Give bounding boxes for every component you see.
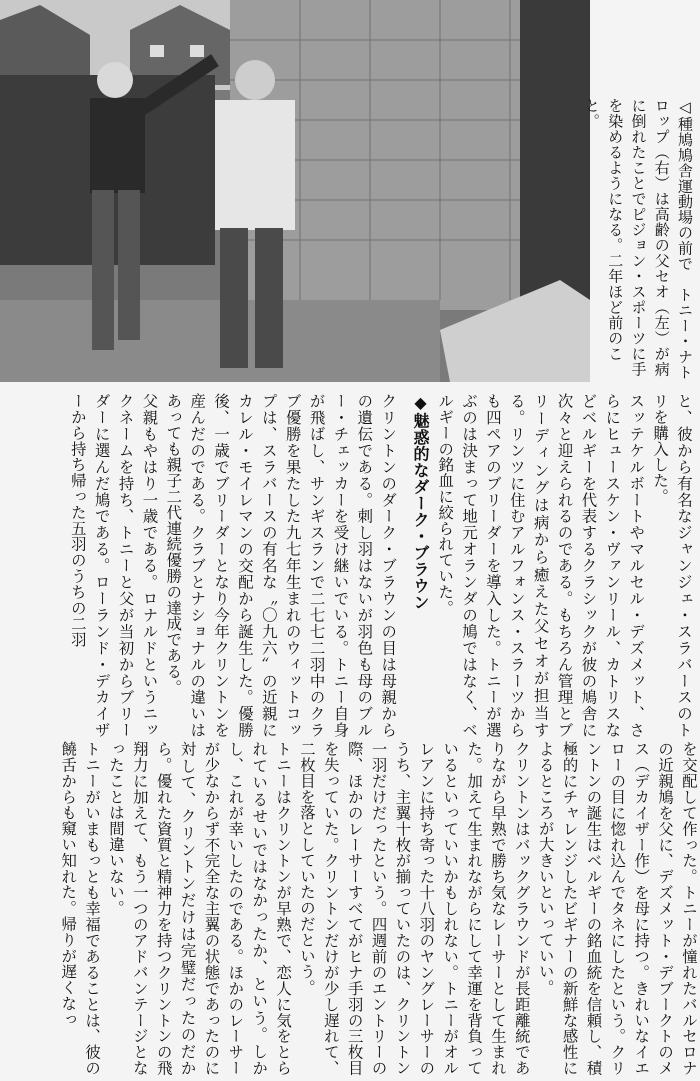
loft-photo <box>0 0 590 382</box>
article-column-left <box>0 741 700 1076</box>
paragraph: トニーがいまもっとも幸福であることは、彼の饒舌からも窺い知れた。帰りが遅くなっ <box>59 741 102 1076</box>
photo-caption: ◁種鳩鳩舎運動場の前で トニー・ナトロップ（右）は高齢の父セオ（左）が病に倒れたことでピジョン・スポーツに手を染めるようになる。二年ほど前のこと。 <box>583 98 694 380</box>
paragraph: クリントンのダーク・ブラウンの目は母親からの遺伝である。刺し羽はないが羽色も母のブルー・チェッカーを受け継いでいる。トニー自身が飛ばし、サンギスランで二七七二羽中のクラブ優勝を果たした九七年生まれのウィットコップは、スラバースの有名な〝〇九六〟の近親にカレル・モイレマンの交配から誕生した。優勝後、一歳でブリーダーとなり今年クリントンを産んだのである。クラブとナショナルの違いはあっても親子二代連続優勝の達成である。 <box>164 393 398 738</box>
photo-icon <box>0 0 590 382</box>
paragraph: スッテケルボートやマルセル・デズメット、さらにヒュースケン・ヴァンリール、カトリスなどベルギーを代表するクラシックが彼の鳩舎に次々と迎えられるのである。もちろん管理とブリーディングは病から癒えた父セオが担当する。リンツに住むアルフォンス・スラーツからも四ペアのブリーダーを導入した。トニーが選ぶのは決まって地元オランダの鳩ではなく、ベルギーの銘血に絞られていた。 <box>436 393 646 738</box>
section-heading: ◆魅惑的なダーク・ブラウン <box>411 393 430 611</box>
paragraph: 父親もやはり一歳である。ロナルドというニックネームを持ち、トニーと父が当初からブリーダーに選んだ鳩である。ローランド・デカイザーから持ち帰った五羽のうちの二羽 <box>68 393 159 738</box>
article-column-middle <box>0 393 440 738</box>
paragraph: を交配して作った。トニーが憧れたバルセロナの近親鳩を父に、デズメット・デブークトのメス（デカイザー作）を母に持つ。きれいなイエローの目に惚れ込んでタネにしたという。クリントンの誕生はベルギーの銘血統を信頼し、積極的にチャレンジしたビギナーの新鮮な感性によるところが大きいといっていい。 <box>536 741 698 1076</box>
paragraph: と、彼から有名なジャンジェ・スラバースのトリを購入した。 <box>651 393 693 738</box>
paragraph: クリントンはバックグラウンドが長距離統でありながら早熟で勝ち気なレーサーとして生まれた。加えて生まれながらにして幸運を背負っているといっていいかもしれない。トニーがオルレアンに持ち寄った十八羽のヤングレーサーのうち、主翼十枚が揃っていたのは、クリントン一羽だけだったという。四週前のエントリーの際、ほかのレーサーすべてがヒナ手羽の三枚目を失っていた。クリントンだけが少し遅れて、二枚目を落としていたのだという。 <box>298 741 531 1076</box>
article-column-right <box>436 393 695 738</box>
paragraph: トニーはクリントンが早熟で、恋人に気をとられているせいではなかったか、という。しかし、これが幸いしたのである。ほかのレーサーが少なからず不完全な主翼の状態であったのに対して、クリントンだけは完璧だったのだから。優れた資質と精神力を持つクリントンの飛翔力に加えて、もう一つのアドバンテージとなったことは間違いない。 <box>107 741 293 1076</box>
